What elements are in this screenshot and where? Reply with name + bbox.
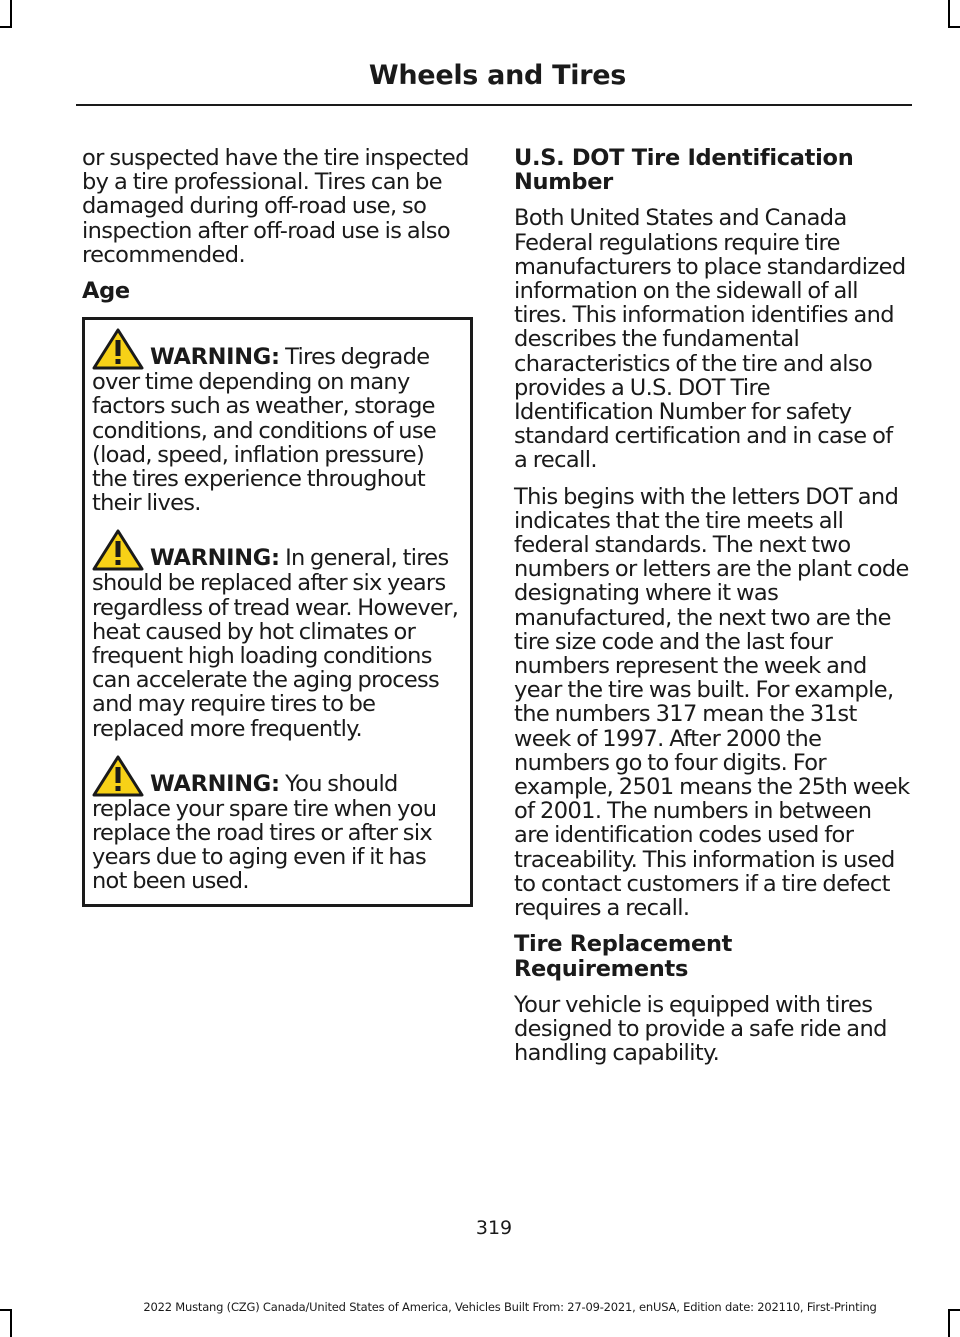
dot-paragraph-2: This begins with the letters DOT and indicates that the tire meets all federal standards. The next two numbers or letters are the plant code designating where it was manufactured, the next two are the tire size code and the last four numbers represent the week and year the tire was built. For example, the numbers 317 mean the 31st week of 1997. After 2000 the numbers go to four digits. For example, 2501 means the 25th week of 2001. The numbers in between are identification codes used for traceability. This information is used to contact customers if a tire defect requires a recall.	[514, 483, 910, 922]
crop-mark	[0, 1309, 12, 1311]
dot-paragraph-1: Both United States and Canada Federal regulations require tire manufacturers to place standardized information on the sidewall of all tires. This information identifies and describes the fundamental characteristics of the tire and also provides a U.S. DOT Tire Identification Number for safety standard certification and in case of a recall.	[514, 205, 906, 474]
crop-mark	[948, 26, 960, 28]
warning-1	[92, 328, 464, 515]
left-column	[82, 146, 474, 907]
warning-2	[92, 529, 464, 740]
warning-3	[92, 755, 464, 894]
crop-mark	[10, 1309, 12, 1337]
crop-mark	[0, 26, 12, 28]
replacement-heading: Tire Replacement Requirements	[514, 931, 733, 982]
intro-paragraph: or suspected have the tire inspected by a tire professional. Tires can be damaged during off-road use, so inspection after off-road use is also recommended.	[82, 145, 469, 268]
right-column	[514, 146, 910, 1077]
warning-text: You should replace your spare tire when you replace the road tires or after six years due to aging even if it has not been used.	[92, 770, 437, 895]
header-rule	[76, 104, 912, 106]
page-number: 319	[475, 1217, 513, 1239]
warning-text: In general, tires should be replaced after six years regardless of tread wear. However, heat caused by hot climates or frequent high loading conditions can accelerate the aging process and may require tires to be replaced more frequently.	[92, 545, 459, 742]
crop-mark	[948, 0, 950, 28]
warning-label: WARNING:	[150, 770, 280, 797]
replacement-paragraph: Your vehicle is equipped with tires designed to provide a safe ride and handling capability.	[514, 991, 887, 1067]
dot-heading: U.S. DOT Tire Identification Number	[514, 145, 854, 196]
warning-triangle-icon	[92, 328, 144, 370]
warning-box	[82, 317, 473, 906]
warning-text: Tires degrade over time depending on many factors such as weather, storage conditions, and conditions of use (load, speed, inflation pressure) the tires experience throughout their lives.	[92, 344, 437, 517]
warning-triangle-icon	[92, 755, 144, 797]
warning-label: WARNING:	[150, 344, 280, 371]
section-title: Wheels and Tires	[368, 60, 626, 91]
footer-text: 2022 Mustang (CZG) Canada/United States of America, Vehicles Built From: 27-09-2021, enUSA, Edition date: 202110, First-Printing	[143, 1300, 877, 1314]
warning-label: WARNING:	[150, 545, 280, 572]
crop-mark	[10, 0, 12, 28]
age-heading: Age	[82, 278, 130, 305]
warning-triangle-icon	[92, 529, 144, 571]
